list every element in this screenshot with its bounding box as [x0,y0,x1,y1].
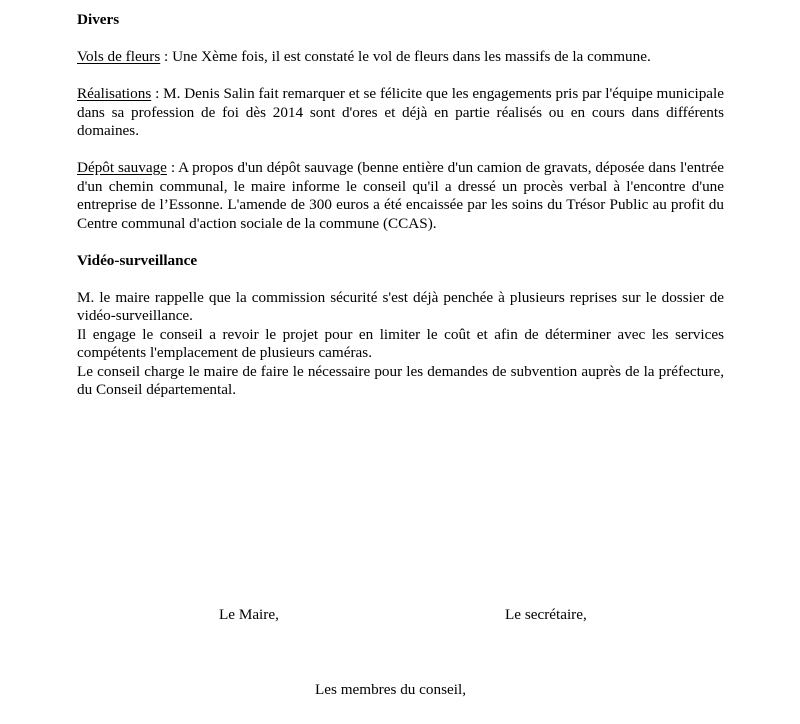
signature-maire: Le Maire, [219,606,279,623]
spacer [77,270,724,289]
section-heading-divers: Divers [77,11,120,28]
signature-membres-conseil: Les membres du conseil, [315,681,466,698]
item-text-depot-sauvage: : A propos d'un dépôt sauvage (benne entière d'un camion de gravats, déposée dans l'entrée d'un chemin communal, le maire informe le conseil qu'il a dressé un procès verbal à l'encontre d'une entreprise de l’Essonne. L'amende de 300 euros a été encaissée par les soins du Trésor Public au profit du Centre communal d'action sociale de la commune (CCAS). [77,159,724,232]
item-text-vols-de-fleurs: : Une Xème fois, il est constaté le vol de fleurs dans les massifs de la commune. [160,48,651,65]
item-label-depot-sauvage: Dépôt sauvage [77,159,167,176]
spacer [77,141,724,160]
document-body [77,11,724,400]
spacer [77,30,724,49]
spacer [77,67,724,86]
paragraph-vols-de-fleurs [77,48,724,67]
spacer [77,233,724,252]
item-label-vols-de-fleurs: Vols de fleurs [77,48,161,65]
paragraph-realisations [77,85,724,141]
paragraph-video-1: M. le maire rappelle que la commission sécurité s'est déjà penchée à plusieurs reprises sur le dossier de vidéo-surveillance. [77,288,724,324]
item-label-realisations: Réalisations [77,85,152,102]
paragraph-depot-sauvage [77,159,724,233]
paragraph-video-2: Il engage le conseil a revoir le projet pour en limiter le coût et afin de déterminer avec les services compétents l'emplacement de plusieurs caméras. [77,325,724,361]
signature-secretaire: Le secrétaire, [505,606,587,623]
section-heading-video-surveillance: Vidéo-surveillance [77,251,198,269]
paragraph-video-3: Le conseil charge le maire de faire le nécessaire pour les demandes de subvention auprès de la préfecture, du Conseil départemental. [77,362,724,398]
item-text-realisations: : M. Denis Salin fait remarquer et se félicite que les engagements pris par l'équipe municipale dans sa profession de foi dès 2014 sont d'ores et déjà en partie réalisés ou en cours dans différents domaines. [77,85,724,139]
